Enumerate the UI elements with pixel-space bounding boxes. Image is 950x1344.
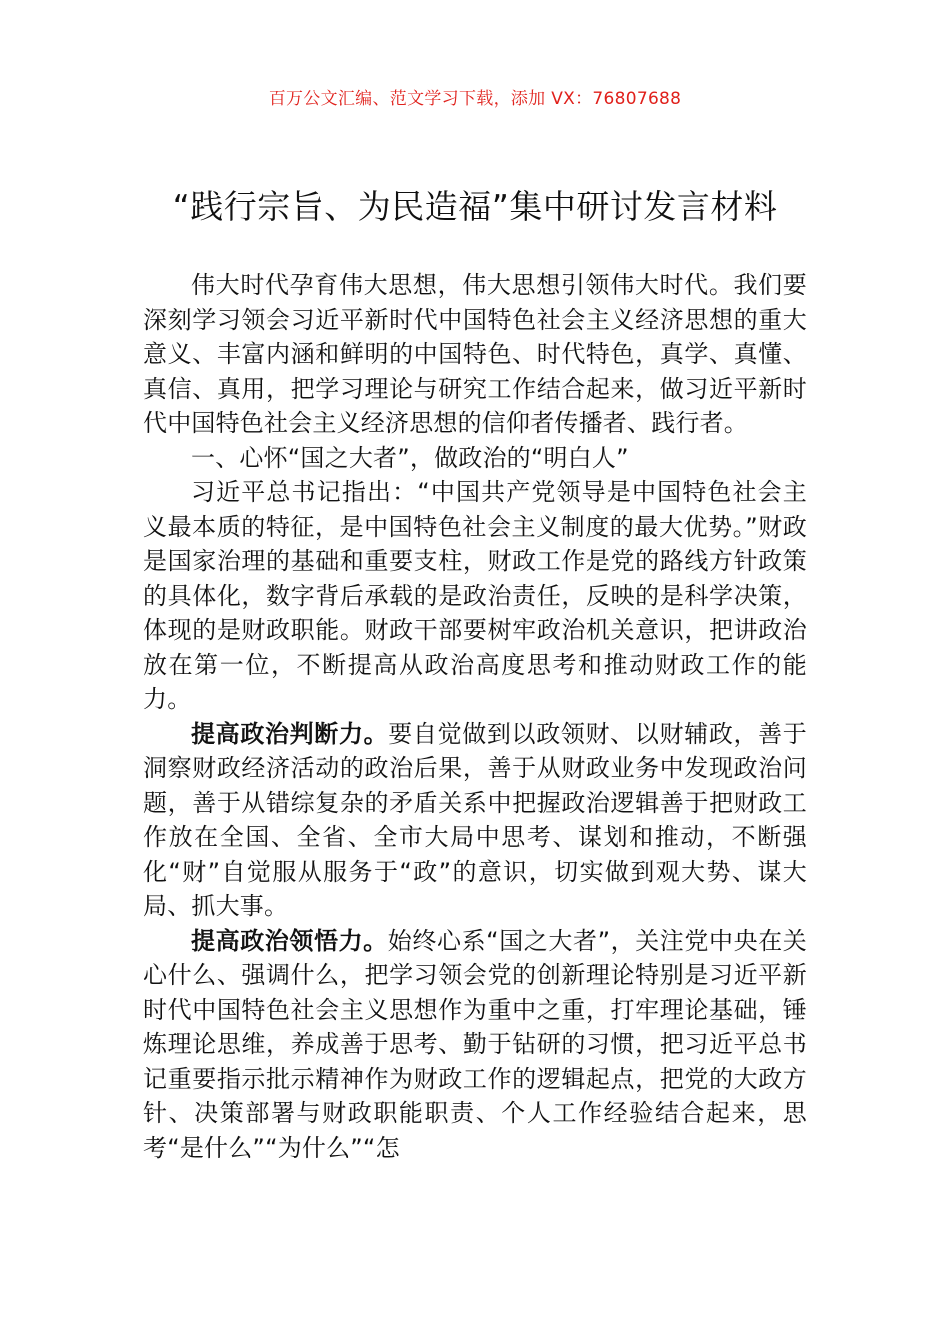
paragraph-text: 伟大时代孕育伟大思想，伟大思想引领伟大时代。我们要深刻学习领会习近平新时代中国特色社会主义经济思想的重大意义、丰富内涵和鲜明的中国特色、时代特色，真学、真懂、真信、真用，把学习理论与研究工作结合起来，做习近平新时代中国特色社会主义经济思想的信仰者传播者、践行者。 — [143, 271, 807, 437]
promo-header-text: 百万公文汇编、范文学习下载，添加 VX：76807688 — [268, 89, 682, 109]
paragraph-political-judgment — [143, 717, 807, 924]
document-body — [143, 268, 807, 1165]
paragraph-intro — [143, 268, 807, 441]
paragraph-text: 习近平总书记指出：“中国共产党领导是中国特色社会主义最本质的特征，是中国特色社会主义制度的最大优势。”财政是国家治理的基础和重要支柱，财政工作是党的路线方针政策的具体化，数字背后承载的是政治责任，反映的是科学决策，体现的是财政职能。财政干部要树牢政治机关意识，把讲政治放在第一位，不断提高从政治高度思考和推动财政工作的能力。 — [143, 478, 807, 713]
document-title: “践行宗旨、为民造福”集中研讨发言材料 — [172, 187, 778, 226]
paragraph-political-comprehension — [143, 924, 807, 1166]
paragraph-quote — [143, 475, 807, 717]
paragraph-text: 要自觉做到以政领财、以财辅政，善于洞察财政经济活动的政治后果，善于从财政业务中发现政治问题，善于从错综复杂的矛盾关系中把握政治逻辑善于把财政工作放在全国、全省、全市大局中思考、谋划和推动，不断强化“财”自觉服从服务于“政”的意识，切实做到观大势、谋大局、抓大事。 — [143, 719, 807, 920]
section-heading-1 — [143, 441, 807, 476]
paragraph-text: 始终心系“国之大者”，关注党中央在关心什么、强调什么，把学习领会党的创新理论特别是习近平新时代中国特色社会主义思想作为重中之重，打牢理论基础，锤炼理论思维，养成善于思考、勤于钻研的习惯，把习近平总书记重要指示批示精神作为财政工作的逻辑起点，把党的大政方针、决策部署与财政职能职责、个人工作经验结合起来，思考“是什么”“为什么”“怎 — [143, 926, 807, 1162]
paragraph-lead: 提高政治领悟力。 — [191, 926, 388, 955]
section-heading-text: 一、心怀“国之大者”，做政治的“明白人” — [191, 443, 629, 472]
paragraph-lead: 提高政治判断力。 — [191, 719, 389, 748]
